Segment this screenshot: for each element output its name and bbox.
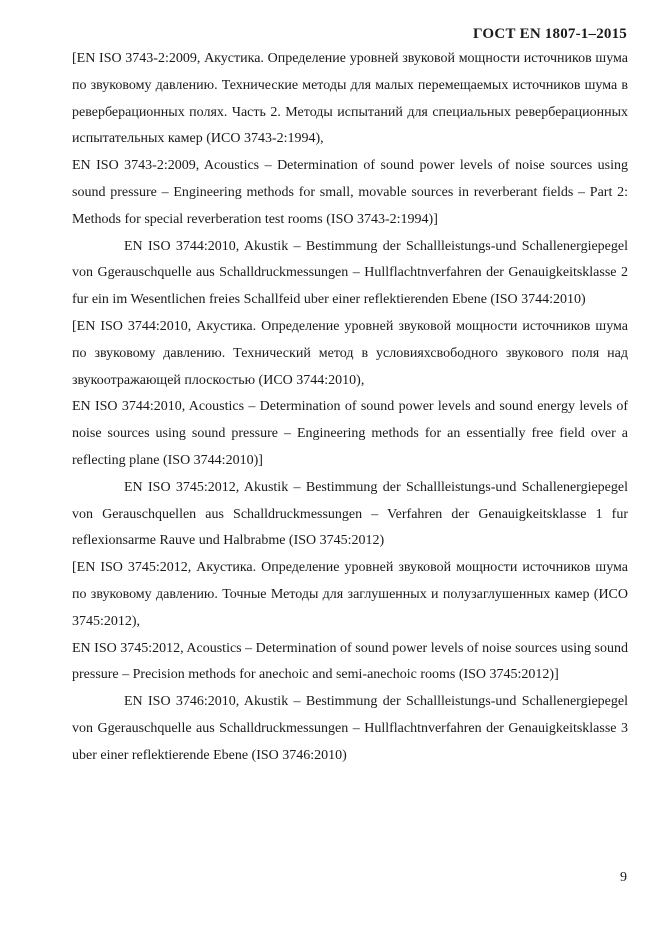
paragraph-iso-3745-ru: [EN ISO 3745:2012, Акустика. Определение уровней звуковой мощности источников шума по звуковому давлению. Точные Методы для заглушенных и полузаглушенных камер (ИСО 3745:2012),	[72, 560, 628, 629]
page-number: 9	[620, 870, 627, 885]
paragraph-iso-3744-ru: [EN ISO 3744:2010, Акустика. Определение уровней звуковой мощности источников шума по звуковому давлению. Технический метод в условияхсвободного звукового поля над звукоотражающей плоскостью (ИСО 3744:2010),	[72, 318, 628, 388]
document-body	[72, 46, 628, 770]
document-header-title: ГОСТ EN 1807-1–2015	[473, 26, 627, 42]
paragraph-iso-3743-en: EN ISO 3743-2:2009, Acoustics – Determination of sound power levels of noise sources using sound pressure – Engineering methods for small, movable sources in reverberant fields – Part 2: Methods for special reverberation test rooms (ISO 3743-2:1994)]	[72, 158, 628, 227]
paragraph-iso-3744-de: EN ISO 3744:2010, Akustik – Bestimmung der Schallleistungs-und Schallenergiepegel von Ggerauschquelle aus Schalldruckmessungen – Hullflachtnverfahren der Genauigkeitsklasse 2 fur ein im Wesentlichen freies Schallfeid uber einer reflektierenden Ebene (ISO 3744:2010)	[72, 238, 628, 308]
paragraph-iso-3744-en: EN ISO 3744:2010, Acoustics – Determination of sound power levels and sound energy levels of noise sources using sound pressure – Engineering methods for an essentially free field over a reflecting plane (ISO 3744:2010)]	[72, 399, 628, 468]
paragraph-iso-3743-ru: [EN ISO 3743-2:2009, Акустика. Определение уровней звуковой мощности источников шума по звуковому давлению. Технические методы для малых перемещаемых источников шума в реверберационных полях. Часть 2. Методы испытаний для специальных реверберационных испытательных камер (ИСО 3743-2:1994),	[72, 51, 628, 147]
paragraph-iso-3745-en: EN ISO 3745:2012, Acoustics – Determination of sound power levels of noise sources using sound pressure – Precision methods for anechoic and semi-anechoic rooms (ISO 3745:2012)]	[72, 640, 628, 683]
paragraph-iso-3746-de: EN ISO 3746:2010, Akustik – Bestimmung der Schallleistungs-und Schallenergiepegel von Ggerauschquelle aus Schalldruckmessungen – Hullflachtnverfahren der Genauigkeitsklasse 3 uber einer reflektierende Ebene (ISO 3746:2010)	[72, 694, 628, 763]
paragraph-iso-3745-de: EN ISO 3745:2012, Akustik – Bestimmung der Schallleistungs-und Schallenergiepegel von Gerauschquellen aus Schalldruckmessungen – Verfahren der Genauigkeitsklasse 1 fur reflexionsarme Rauve und Halbrabme (ISO 3745:2012)	[72, 479, 628, 549]
